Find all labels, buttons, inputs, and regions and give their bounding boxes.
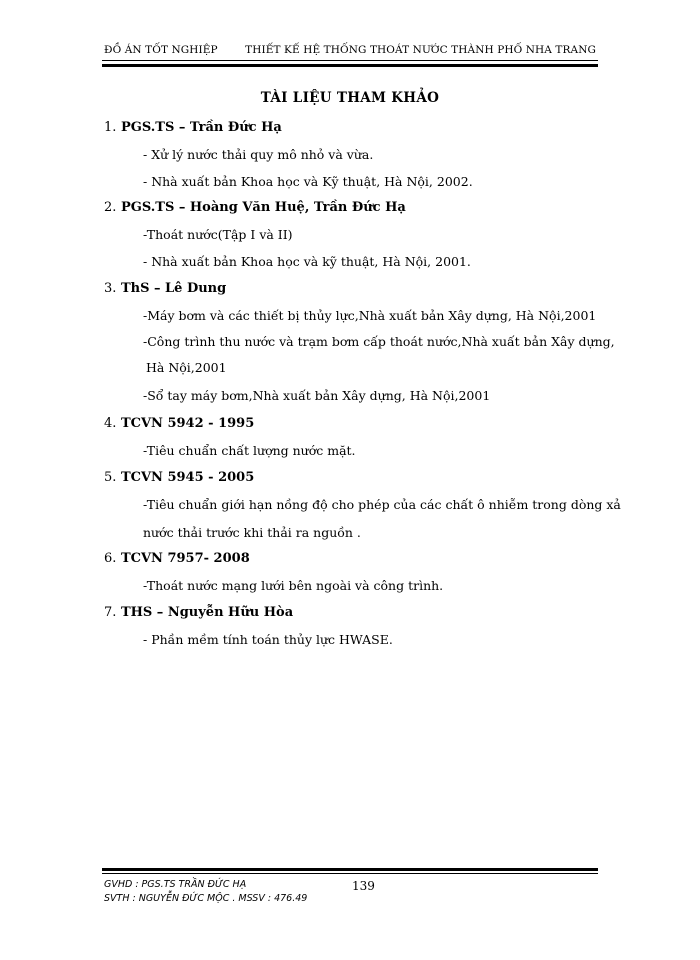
reference-number: 5. — [104, 470, 117, 485]
reference-line: - Xử lý nước thải quy mô nhỏ và vừa. — [143, 147, 374, 162]
header-left-text: ĐỒ ÁN TỐT NGHIỆP — [104, 44, 218, 56]
reference-line: - Phần mềm tính toán thủy lực HWASE. — [143, 632, 393, 647]
reference-line: -Tiêu chuẩn giới hạn nồng độ cho phép của các chất ô nhiễm trong dòng xả — [143, 497, 621, 512]
reference-heading-6 — [104, 551, 250, 566]
reference-line: -Thoát nước mạng lưới bên ngoài và công trình. — [143, 578, 444, 593]
reference-line: -Tiêu chuẩn chất lượng nước mặt. — [143, 443, 356, 458]
reference-heading-4 — [104, 416, 254, 431]
reference-number: 7. — [104, 605, 117, 620]
reference-heading-7 — [104, 605, 293, 620]
page-title: TÀI LIỆU THAM KHẢO — [260, 90, 440, 106]
reference-line: nước thải trước khi thải ra nguồn . — [143, 525, 361, 540]
reference-author: PGS.TS – Hoàng Văn Huệ, Trần Đức Hạ — [120, 200, 406, 215]
page-number: 139 — [352, 879, 375, 893]
reference-author: TCVN 5942 - 1995 — [120, 416, 255, 431]
page-header — [102, 40, 598, 62]
reference-line: - Nhà xuất bản Khoa học và kỹ thuật, Hà Nội, 2001. — [143, 254, 471, 269]
reference-line: -Sổ tay máy bơm,Nhà xuất bản Xây dựng, Hà Nội,2001 — [143, 388, 491, 403]
reference-heading-3 — [104, 281, 226, 296]
header-rule — [102, 60, 598, 67]
reference-line: -Máy bơm và các thiết bị thủy lực,Nhà xuất bản Xây dựng, Hà Nội,2001 — [143, 308, 597, 323]
reference-number: 2. — [104, 200, 117, 215]
reference-number: 3. — [104, 281, 117, 296]
reference-heading-1 — [104, 120, 282, 135]
reference-author: ThS – Lê Dung — [120, 281, 227, 296]
footer-advisor: GVHD : PGS.TS TRẦN ĐỨC HẠ — [104, 879, 247, 890]
header-right-text: THIẾT KẾ HỆ THỐNG THOÁT NƯỚC THÀNH PHỐ NHA TRANG — [245, 44, 596, 56]
reference-line: Hà Nội,2001 — [146, 360, 227, 375]
reference-number: 6. — [104, 551, 117, 566]
reference-number: 4. — [104, 416, 117, 431]
reference-line: -Công trình thu nước và trạm bơm cấp thoát nước,Nhà xuất bản Xây dựng, — [143, 334, 615, 349]
reference-author: TCVN 7957- 2008 — [120, 551, 250, 566]
reference-line: - Nhà xuất bản Khoa học và Kỹ thuật, Hà Nội, 2002. — [143, 174, 473, 189]
footer-rule — [102, 868, 598, 874]
reference-heading-5 — [104, 470, 254, 485]
reference-author: PGS.TS – Trần Đức Hạ — [120, 120, 282, 135]
reference-author: THS – Nguyễn Hữu Hòa — [120, 605, 294, 620]
reference-heading-2 — [104, 200, 406, 215]
reference-line: -Thoát nước(Tập I và II) — [143, 227, 293, 242]
reference-author: TCVN 5945 - 2005 — [120, 470, 255, 485]
reference-number: 1. — [104, 120, 117, 135]
footer-student: SVTH : NGUYỄN ĐỨC MỘC . MSSV : 476.49 — [104, 893, 308, 904]
